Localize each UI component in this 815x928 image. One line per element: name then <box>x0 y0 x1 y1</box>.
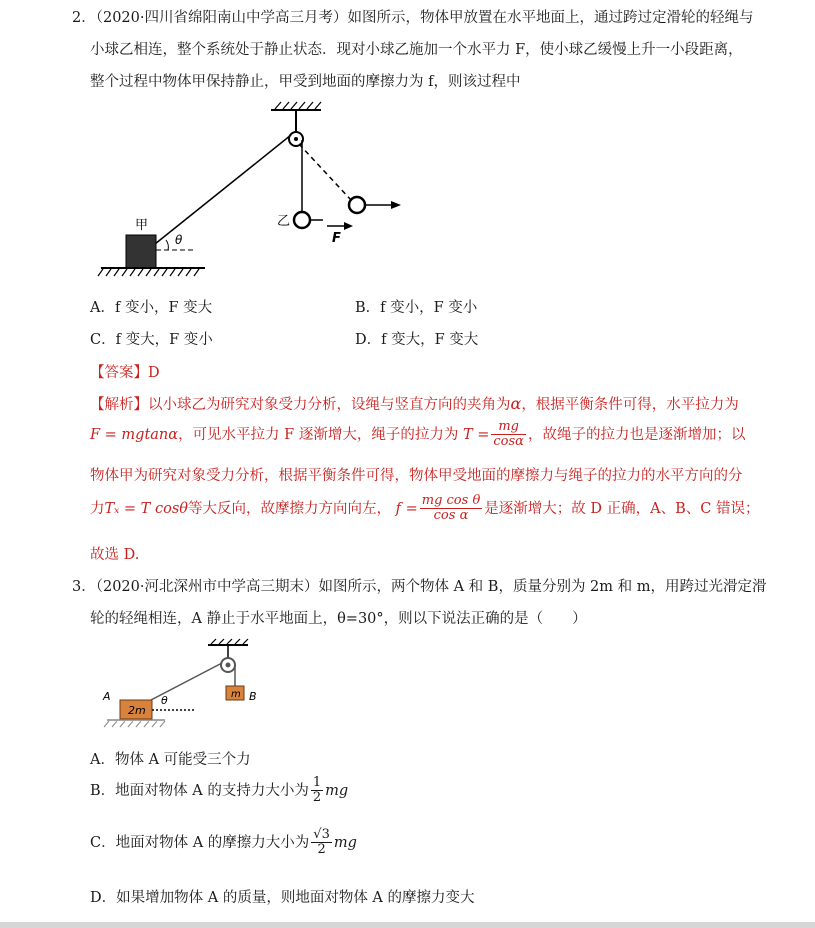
q2-analysis-line5: 故选 D. <box>90 547 140 563</box>
q2-option-a[interactable]: A．f 变小，F 变大 <box>90 300 213 316</box>
q2-option-c[interactable]: C．f 变大，F 变小 <box>90 332 213 348</box>
q3-option-a[interactable]: A．物体 A 可能受三个力 <box>90 752 251 768</box>
q3-option-c[interactable] <box>90 828 357 858</box>
q2-analysis-line3: 物体甲为研究对象受力分析，根据平衡条件可得，物体甲受地面的摩擦力与绳子的拉力的水平方向的分 <box>90 468 743 484</box>
q3-option-b[interactable] <box>90 776 348 806</box>
q3-stem-line1: 3．（2020·河北深州市中学高三期末）如图所示，两个物体 A 和 B，质量分别为 2m 和 m，用跨过光滑定滑 <box>72 579 767 595</box>
label-b: B <box>249 690 257 703</box>
fraction-num: mg <box>491 420 526 435</box>
q2-analysis-line4 <box>90 494 759 524</box>
fraction-half <box>311 776 323 806</box>
analysis-text-1: 【解析】以小球乙为研究对象受力分析，设绳与竖直方向的夹角为 <box>90 397 511 413</box>
equation-t: T = <box>462 426 490 443</box>
label-yi: 乙 <box>277 214 291 229</box>
label-theta: θ <box>161 694 168 707</box>
fraction-sqrt3-half <box>311 828 332 858</box>
analysis-text-4c: 是逐渐增大；故 D 正确，A、B、C 错误； <box>484 500 760 517</box>
fraction-num: mg cos θ <box>421 493 481 508</box>
ground-hatch <box>98 269 199 276</box>
ball-displaced <box>349 197 365 213</box>
q2-stem-line3: 整个过程中物体甲保持静止，甲受到地面的摩擦力为 f，则该过程中 <box>90 74 521 90</box>
fraction-num: √3 <box>313 827 330 842</box>
analysis-text-2a: ，可见水平拉力 F 逐渐增大，绳子的拉力为 <box>178 426 459 443</box>
equation-f: f = <box>395 500 418 517</box>
equation-tx: Tₓ = T cosθ <box>104 500 188 517</box>
label-a: A <box>103 690 111 703</box>
analysis-text-2b: ，故绳子的拉力也是逐渐增加；以 <box>527 426 746 443</box>
fraction-mg-cos <box>491 420 526 450</box>
fraction-den: cos α <box>433 508 469 524</box>
page-bottom-edge <box>0 922 815 928</box>
ball-yi <box>294 212 310 228</box>
q2-option-b[interactable]: B．f 变小，F 变小 <box>355 300 478 316</box>
fraction-den: cosα <box>493 434 524 450</box>
label-jia: 甲 <box>135 218 149 233</box>
equation-f-tan: F = mgtanα <box>90 426 179 443</box>
label-2m: 2m <box>128 704 146 717</box>
option-b-mg: mg <box>325 782 349 799</box>
q3-figure <box>95 638 275 734</box>
q3-option-d[interactable]: D．如果增加物体 A 的质量，则地面对物体 A 的摩擦力变大 <box>90 890 475 906</box>
analysis-text-1b: ，根据平衡条件可得，水平拉力为 <box>521 397 739 413</box>
label-m: m <box>231 689 241 700</box>
analysis-text-4a: 力 <box>90 500 105 517</box>
force-label: F <box>332 231 341 246</box>
option-b-text: B．地面对物体 A 的支持力大小为 <box>90 782 309 799</box>
fraction-den: 2 <box>317 842 326 858</box>
q2-option-d[interactable]: D．f 变大，F 变大 <box>355 332 479 348</box>
option-c-mg: mg <box>333 834 357 851</box>
q2-stem-line1: 2．（2020·四川省绵阳南山中学高三月考）如图所示，物体甲放置在水平地面上，通过跨过定滑轮的轻绳与 <box>72 10 754 26</box>
option-c-text: C．地面对物体 A 的摩擦力大小为 <box>90 834 310 851</box>
fraction-num: 1 <box>312 775 322 790</box>
q2-answer: 【答案】D <box>90 365 160 381</box>
alpha-symbol: α <box>510 394 522 413</box>
q3-stem-line2: 轮的轻绳相连，A 静止于水平地面上，θ=30°，则以下说法正确的是（ ） <box>90 611 587 627</box>
ceiling-hatch <box>275 102 321 109</box>
ceiling-hatch <box>211 639 248 644</box>
fraction-den: 2 <box>312 790 322 806</box>
rope <box>155 135 291 244</box>
block-jia <box>126 235 156 268</box>
fraction-mgcos-cos <box>420 494 483 524</box>
analysis-text-4b: 等大反向，故摩擦力方向向左， <box>188 500 391 517</box>
q2-stem-line2: 小球乙相连，整个系统处于静止状态．现对小球乙施加一个水平力 F，使小球乙缓慢上升一小段距离， <box>90 42 743 58</box>
label-theta: θ <box>175 233 183 247</box>
ground-hatch <box>104 721 165 727</box>
q2-figure <box>95 100 415 282</box>
q2-analysis-line2 <box>90 420 745 450</box>
q2-analysis-line1 <box>90 393 739 414</box>
